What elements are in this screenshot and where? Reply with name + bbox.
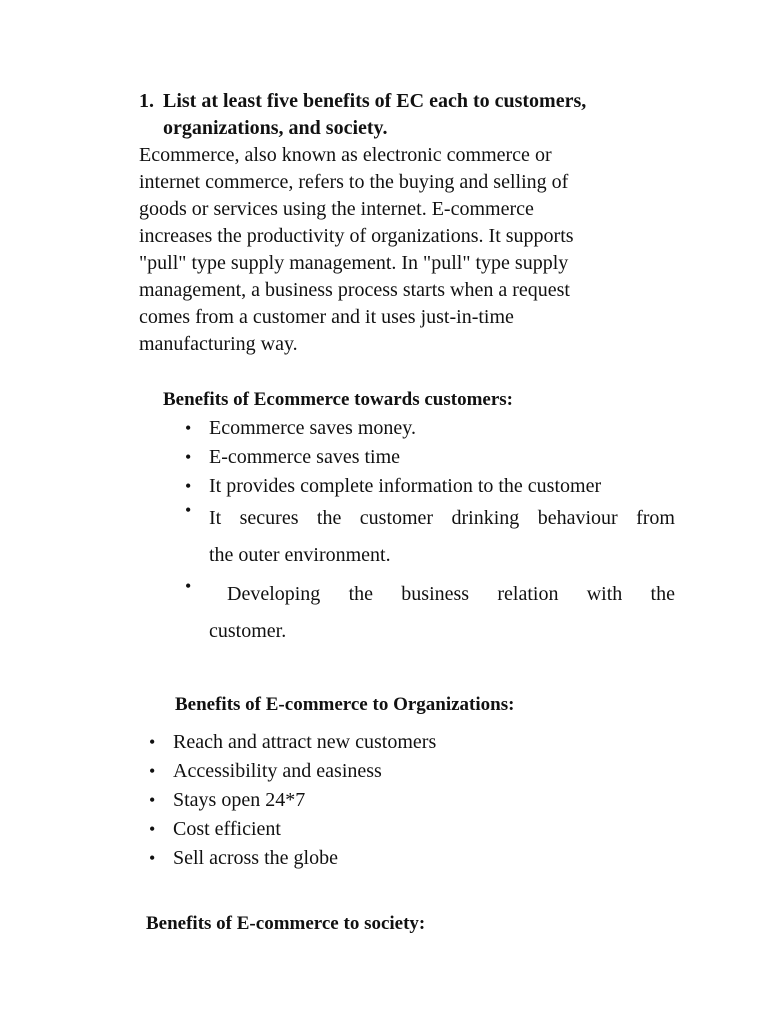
question-number: 1.	[139, 90, 154, 112]
bullet-icon: •	[149, 790, 156, 810]
intro-paragraph	[139, 142, 699, 358]
society-heading: Benefits of E-commerce to society:	[146, 913, 426, 934]
list-item: • Sell across the globe	[149, 844, 436, 873]
intro-line: goods or services using the internet. E-commerce	[139, 198, 534, 220]
list-item	[185, 500, 675, 574]
bullet-icon: •	[185, 576, 192, 596]
intro-line: internet commerce, refers to the buying and selling of	[139, 171, 569, 193]
intro-line: Ecommerce, also known as electronic commerce or	[139, 144, 552, 166]
intro-line: comes from a customer and it uses just-in-time	[139, 306, 514, 328]
bullet-icon: •	[185, 476, 192, 496]
customers-benefit-5	[185, 576, 675, 650]
bullet-icon: •	[149, 761, 156, 781]
bullet-icon: •	[149, 732, 156, 752]
question-heading	[139, 88, 699, 142]
list-item-line: Developing the business relation with the	[227, 583, 675, 605]
customers-benefit-4	[185, 500, 675, 574]
list-item: • Stays open 24*7	[149, 786, 436, 815]
bullet-icon: •	[149, 819, 156, 839]
customers-benefits-list	[185, 414, 601, 501]
list-item: • Cost efficient	[149, 815, 436, 844]
list-item: • Reach and attract new customers	[149, 728, 436, 757]
bullet-icon: •	[185, 500, 192, 520]
list-item: • Accessibility and easiness	[149, 757, 436, 786]
list-item: • E-commerce saves time	[185, 443, 601, 472]
organizations-benefits-list	[149, 728, 436, 873]
list-item-line: the outer environment.	[209, 544, 391, 566]
list-item-line: It secures the customer drinking behaviour from	[209, 507, 675, 529]
bullet-icon: •	[185, 447, 192, 467]
bullet-icon: •	[149, 848, 156, 868]
customers-heading: Benefits of Ecommerce towards customers:	[163, 389, 513, 410]
list-item: • Ecommerce saves money.	[185, 414, 601, 443]
list-item	[185, 576, 675, 650]
bullet-icon: •	[185, 418, 192, 438]
intro-line: "pull" type supply management. In "pull" type supply	[139, 252, 569, 274]
intro-line: manufacturing way.	[139, 333, 298, 355]
list-item: • It provides complete information to the customer	[185, 472, 601, 501]
question-line-1: List at least five benefits of EC each to customers,	[163, 90, 587, 112]
intro-line: increases the productivity of organizations. It supports	[139, 225, 574, 247]
question-line-2: organizations, and society.	[163, 117, 388, 139]
list-item-line: customer.	[209, 620, 287, 642]
intro-line: management, a business process starts when a request	[139, 279, 570, 301]
organizations-heading: Benefits of E-commerce to Organizations:	[175, 694, 515, 715]
